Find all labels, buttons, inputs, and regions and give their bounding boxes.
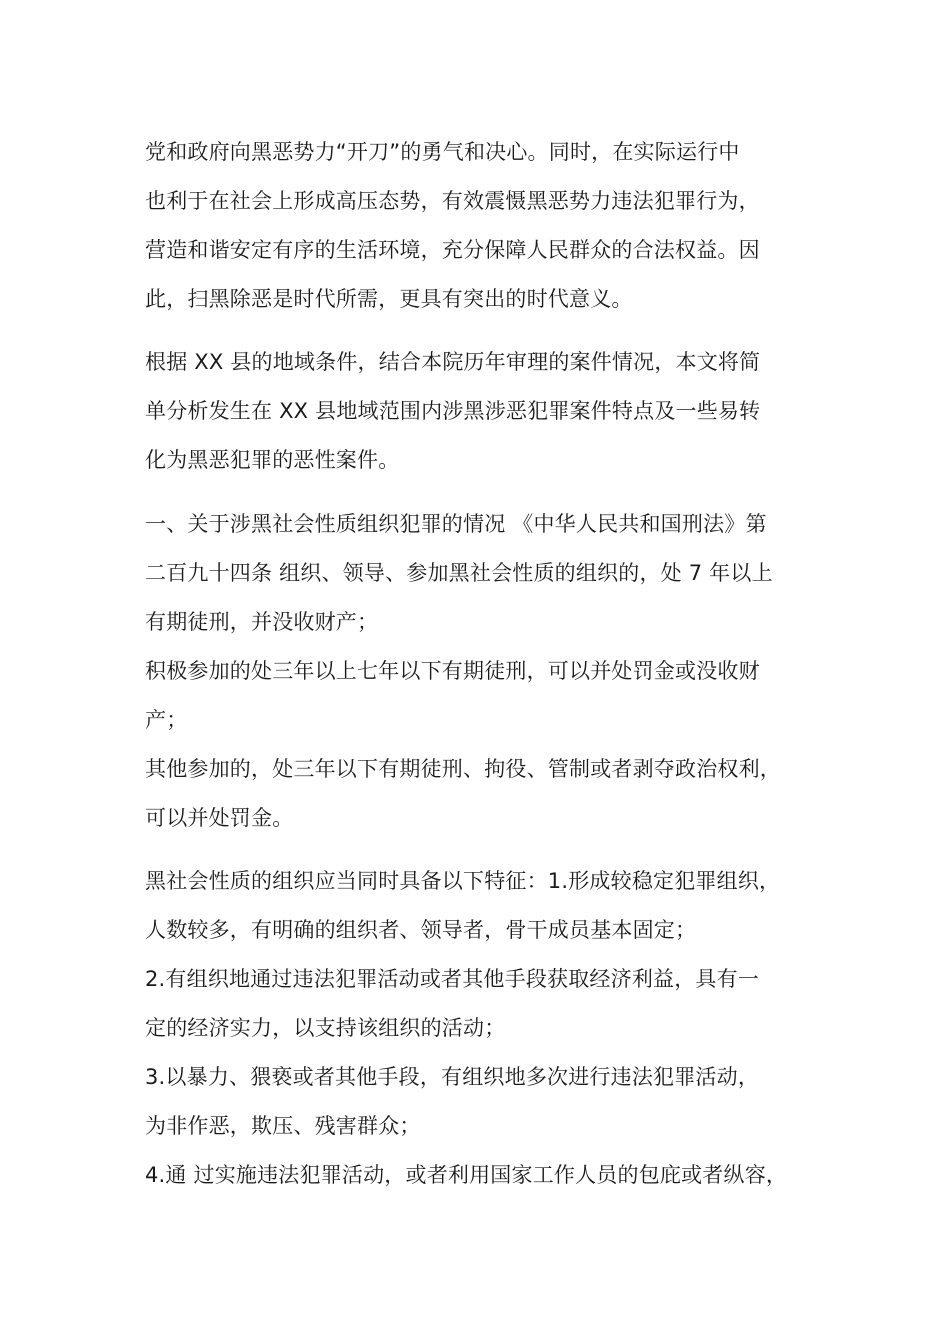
text-line: 党和政府向黑恶势力“开刀”的勇气和决心。同时，在实际运行中 [145,140,740,164]
text-line: 一、关于涉黑社会性质组织犯罪的情况 《中华人民共和国刑法》第 [145,512,767,536]
text-line: 其他参加的，处三年以下有期徒刑、拘役、管制或者剥夺政治权利， [145,757,781,781]
text-line: 定的经济实力，以支持该组织的活动； [145,1016,506,1040]
text-line: 单分析发生在 XX 县地域范围内涉黑涉恶犯罪案件特点及一些易转 [145,399,761,423]
text-line: 化为黑恶犯罪的恶性案件。 [145,448,400,472]
text-line: 2.有组织地通过违法犯罪活动或者其他手段获取经济利益，具有一 [145,967,760,991]
text-line: 有期徒刑，并没收财产； [145,610,379,634]
text-line: 可以并处罚金。 [145,806,294,830]
text-line: 4.通 过实施违法犯罪活动，或者利用国家工作人员的包庇或者纵容， [145,1163,788,1187]
text-line: 人数较多，有明确的组织者、领导者，骨干成员基本固定； [145,918,697,942]
text-line: 也利于在社会上形成高压态势，有效震慑黑恶势力违法犯罪行为， [145,189,760,213]
text-line: 二百九十四条 组织、领导、参加黑社会性质的组织的，处 7 年以上 [145,561,773,585]
text-line: 积极参加的处三年以上七年以下有期徒刑，可以并处罚金或没收财 [145,659,760,683]
text-line: 为非作恶，欺压、残害群众； [145,1114,421,1138]
text-line: 黑社会性质的组织应当同时具备以下特征：1.形成较稳定犯罪组织， [145,869,781,893]
text-line: 3.以暴力、猥亵或者其他手段，有组织地多次进行违法犯罪活动， [145,1065,760,1089]
text-line: 此，扫黑除恶是时代所需，更具有突出的时代意义。 [145,287,633,311]
text-line: 产； [145,708,188,732]
text-line: 根据 XX 县的地域条件，结合本院历年审理的案件情况，本文将简 [145,350,761,374]
text-line: 营造和谐安定有序的生活环境，充分保障人民群众的合法权益。因 [145,238,760,262]
